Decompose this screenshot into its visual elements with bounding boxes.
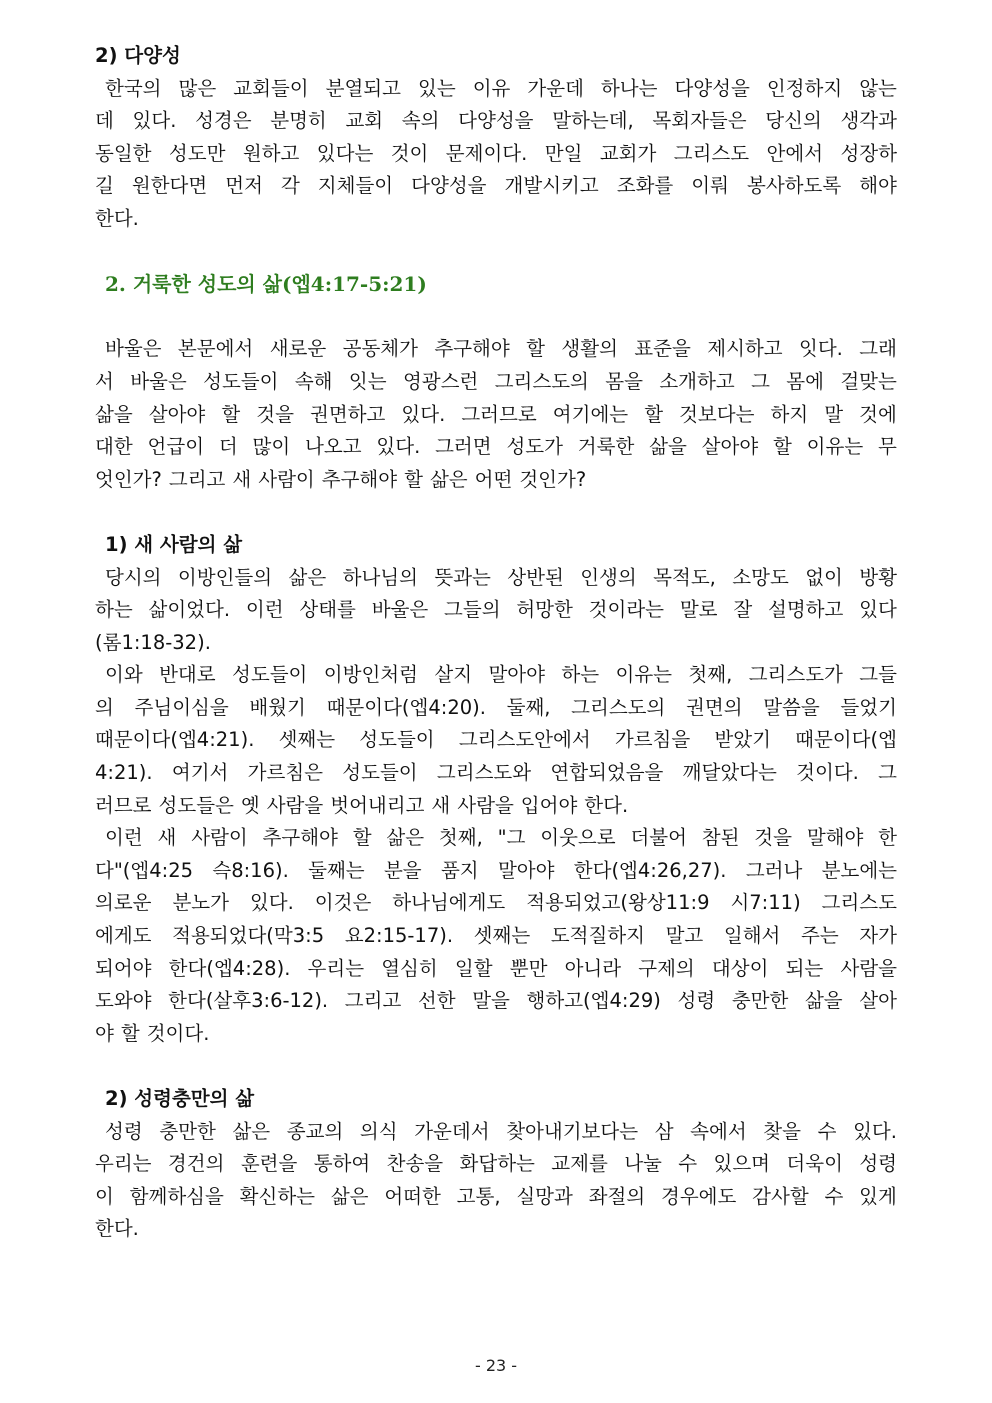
text-line: 한다.: [95, 1217, 139, 1241]
text-line: 의로운 분노가 있다. 이것은 하나님에게도 적용되었고(왕상11:9 시7:11) 그리스도: [95, 891, 897, 915]
text-line: 도와야 한다(살후3:6-12). 그리고 선한 말을 행하고(엡4:29) 성령 충만한 삶을 살아: [95, 989, 897, 1013]
text-line: 당시의 이방인들의 삶은 하나님의 뜻과는 상반된 인생의 목적도, 소망도 없이 방황: [105, 565, 897, 589]
section-heading-holy-life: 2. 거룩한 성도의 삶(엡4:17-5:21): [105, 272, 427, 297]
section-new-person: [95, 529, 897, 1051]
subheading-diversity: 2) 다양성: [95, 44, 181, 67]
page-content: [95, 40, 897, 1246]
paragraph-diversity: [95, 73, 897, 236]
text-line: 하는 삶이었다. 이런 상태를 바울은 그들의 허망한 것이라는 말로 잘 설명하고 있다: [95, 598, 897, 622]
section-diversity: [95, 40, 897, 236]
text-line: 한다.: [95, 206, 139, 230]
text-line: 길 원한다면 먼저 각 지체들이 다양성을 개발시키고 조화를 이뤄 봉사하도록 해야: [95, 174, 897, 198]
paragraph-new-person: [95, 562, 897, 1051]
text-line: 바울은 본문에서 새로운 공동체가 추구해야 할 생활의 표준을 제시하고 잇다. 그래: [105, 337, 897, 361]
paragraph-holy-life: [95, 333, 897, 496]
text-line: 삶을 살아야 할 것을 권면하고 있다. 그러므로 여기에는 할 것보다는 하지 말 것에: [95, 402, 897, 426]
text-line: 엇인가? 그리고 새 사람이 추구해야 할 삶은 어떤 것인가?: [95, 467, 587, 491]
text-line: 이런 새 사람이 추구해야 할 삶은 첫째, "그 이웃으로 더불어 참된 것을 말해야 한: [105, 826, 897, 850]
text-line: 때문이다(엡4:21). 셋째는 성도들이 그리스도안에서 가르침을 받았기 때문이다(엡: [95, 728, 897, 752]
text-line: 대한 언급이 더 많이 나오고 있다. 그러면 성도가 거룩한 삶을 살아야 할 이유는 무: [95, 435, 897, 459]
text-line: 한국의 많은 교회들이 분열되고 있는 이유 가운데 하나는 다양성을 인정하지 않는: [105, 76, 897, 100]
text-line: 러므로 성도들은 옛 사람을 벗어내리고 새 사람을 입어야 한다.: [95, 793, 629, 817]
section-spirit-filled: [95, 1083, 897, 1246]
text-line: 4:21). 여기서 가르침은 성도들이 그리스도와 연합되었음을 깨달았다는 것이다. 그: [95, 761, 897, 785]
page-number: - 23 -: [474, 1356, 518, 1375]
subheading-spirit-filled: 2) 성령충만의 삶: [105, 1087, 255, 1110]
text-line: 야 할 것이다.: [95, 1021, 210, 1045]
text-line: 데 있다. 성경은 분명히 교회 속의 다양성을 말하는데, 목회자들은 당신의 생각과: [95, 109, 897, 133]
paragraph-spirit-filled: [95, 1116, 897, 1246]
text-line: 이와 반대로 성도들이 이방인처럼 살지 말아야 하는 이유는 첫째, 그리스도가 그들: [105, 663, 897, 687]
text-line: 다"(엡4:25 슥8:16). 둘째는 분을 품지 말아야 한다(엡4:26,27). 그러나 분노에는: [95, 858, 897, 882]
text-line: 이 함께하심을 확신하는 삶은 어떠한 고통, 실망과 좌절의 경우에도 감사할 수 있게: [95, 1184, 897, 1208]
text-line: 에게도 적용되었다(막3:5 요2:15-17). 셋째는 도적질하지 말고 일해서 주는 자가: [95, 924, 897, 948]
text-line: 성령 충만한 삶은 종교의 의식 가운데서 찾아내기보다는 삼 속에서 찾을 수 있다.: [105, 1119, 897, 1143]
text-line: (롬1:18-32).: [95, 630, 211, 654]
text-line: 동일한 성도만 원하고 있다는 것이 문제이다. 만일 교회가 그리스도 안에서 성장하: [95, 141, 897, 165]
section-holy-life: [95, 268, 897, 496]
text-line: 되어야 한다(엡4:28). 우리는 열심히 일할 뿐만 아니라 구제의 대상이 되는 사람을: [95, 956, 897, 980]
text-line: 의 주님이심을 배웠기 때문이다(엡4:20). 둘째, 그리스도의 권면의 말씀을 들었기: [95, 695, 897, 719]
subheading-new-person: 1) 새 사람의 삶: [105, 532, 243, 556]
text-line: 서 바울은 성도들이 속해 잇는 영광스런 그리스도의 몸을 소개하고 그 몸에 걸맞는: [95, 369, 897, 393]
text-line: 우리는 경건의 훈련을 통하여 찬송을 화답하는 교제를 나눌 수 있으며 더욱이 성령: [95, 1152, 897, 1176]
